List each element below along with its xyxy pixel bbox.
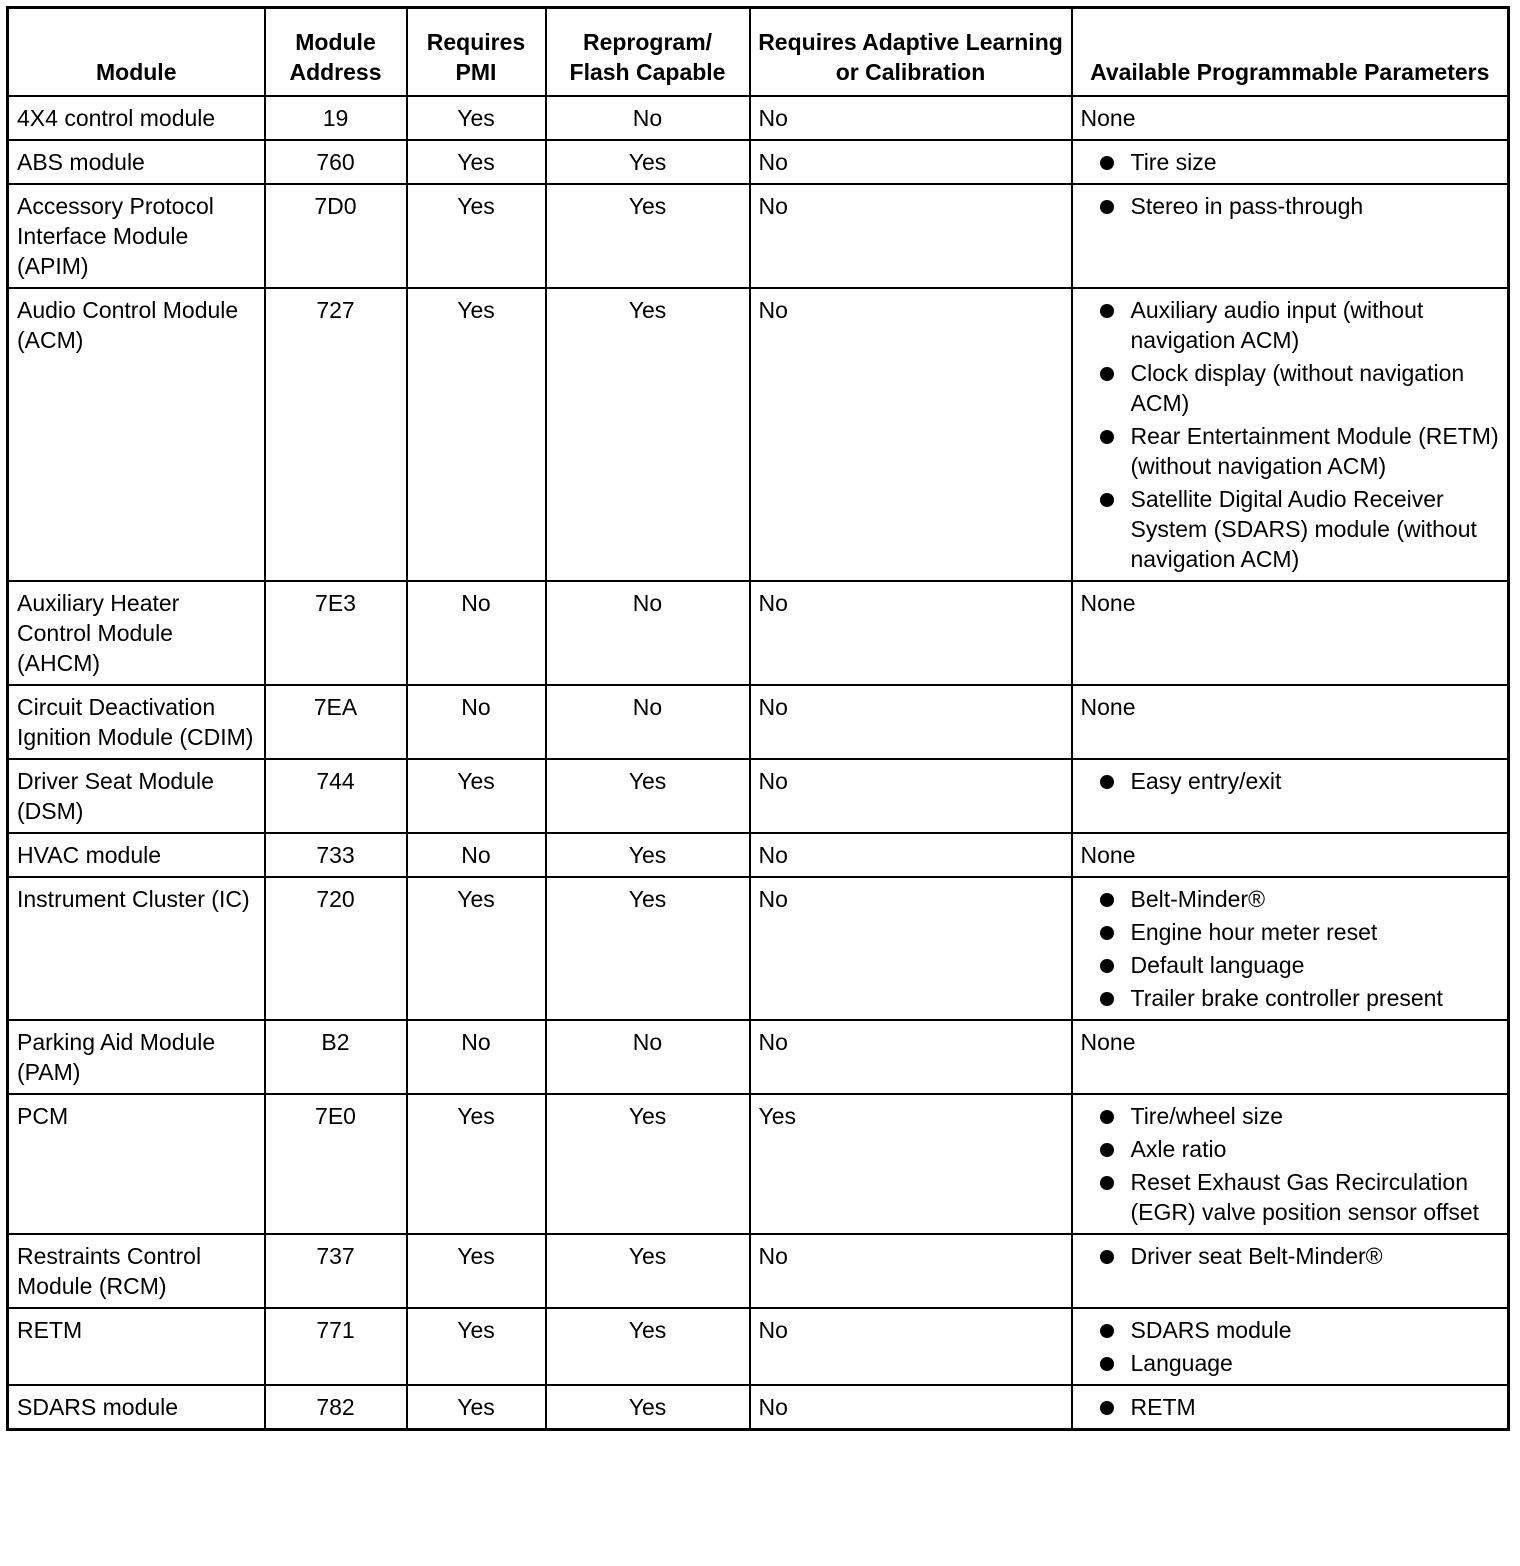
requires-pmi-cell: Yes [407, 1234, 546, 1308]
parameter-text: Default language [1130, 952, 1305, 978]
module-address-cell: 733 [265, 833, 407, 877]
parameters-cell [1072, 877, 1509, 1020]
bullet-icon [1100, 1401, 1114, 1415]
module-address-cell: 782 [265, 1385, 407, 1430]
table-row [8, 877, 1509, 1020]
parameter-text: RETM [1130, 1394, 1196, 1420]
bullet-icon [1100, 1250, 1114, 1264]
parameter-item [1081, 950, 1500, 980]
requires-pmi-cell: Yes [407, 1308, 546, 1385]
table-row [8, 1234, 1509, 1308]
requires-pmi-cell: No [407, 833, 546, 877]
flash-capable-cell: No [546, 1020, 750, 1094]
module-address-cell: 19 [265, 96, 407, 140]
parameter-text: Rear Entertainment Module (RETM) (without navigation ACM) [1130, 423, 1499, 479]
bullet-icon [1100, 1357, 1114, 1371]
requires-pmi-cell: Yes [407, 1094, 546, 1234]
parameters-cell [1072, 833, 1509, 877]
parameter-item [1081, 358, 1500, 418]
bullet-icon [1100, 992, 1114, 1006]
adaptive-learning-cell: No [750, 877, 1072, 1020]
module-cell: ABS module [8, 140, 265, 184]
parameters-none-text: None [1080, 1029, 1136, 1055]
parameter-item [1081, 147, 1500, 177]
parameter-text: Clock display (without navigation ACM) [1130, 360, 1465, 416]
bullet-icon [1100, 1143, 1114, 1157]
module-cell: PCM [8, 1094, 265, 1234]
parameter-text: Language [1130, 1350, 1233, 1376]
flash-capable-cell: Yes [546, 1308, 750, 1385]
module-cell: SDARS module [8, 1385, 265, 1430]
header-programmable-parameters: Available Programmable Parameters [1072, 8, 1509, 97]
parameters-cell [1072, 1385, 1509, 1430]
module-cell: Parking Aid Module (PAM) [8, 1020, 265, 1094]
adaptive-learning-cell: No [750, 685, 1072, 759]
module-address-cell: 737 [265, 1234, 407, 1308]
parameter-item [1081, 983, 1500, 1013]
adaptive-learning-cell: No [750, 833, 1072, 877]
parameters-none-text: None [1080, 694, 1136, 720]
table-row [8, 1094, 1509, 1234]
table-row [8, 1308, 1509, 1385]
parameter-item [1081, 1348, 1500, 1378]
flash-capable-cell: Yes [546, 833, 750, 877]
module-address-cell: 7EA [265, 685, 407, 759]
module-cell: Auxiliary Heater Control Module (AHCM) [8, 581, 265, 685]
parameter-text: Belt-Minder® [1130, 886, 1266, 912]
bullet-icon [1100, 959, 1114, 973]
parameter-list [1081, 1241, 1500, 1271]
flash-capable-cell: Yes [546, 1385, 750, 1430]
parameter-item [1081, 1315, 1500, 1345]
module-cell: Restraints Control Module (RCM) [8, 1234, 265, 1308]
module-cell: Accessory Protocol Interface Module (APIM) [8, 184, 265, 288]
requires-pmi-cell: Yes [407, 759, 546, 833]
adaptive-learning-cell: No [750, 140, 1072, 184]
adaptive-learning-cell: No [750, 1308, 1072, 1385]
bullet-icon [1100, 1324, 1114, 1338]
requires-pmi-cell: No [407, 581, 546, 685]
table-row [8, 581, 1509, 685]
parameter-list [1081, 884, 1500, 1013]
header-adaptive-learning: Requires Adaptive Learning or Calibration [750, 8, 1072, 97]
bullet-icon [1100, 156, 1114, 170]
parameters-cell [1072, 1308, 1509, 1385]
parameter-list [1081, 295, 1500, 574]
parameter-list [1081, 1315, 1500, 1378]
parameter-text: Easy entry/exit [1130, 768, 1282, 794]
table-row [8, 288, 1509, 581]
header-module-address: Module Address [265, 8, 407, 97]
flash-capable-cell: Yes [546, 140, 750, 184]
parameter-text: Engine hour meter reset [1130, 919, 1378, 945]
adaptive-learning-cell: No [750, 96, 1072, 140]
requires-pmi-cell: Yes [407, 1385, 546, 1430]
module-cell: HVAC module [8, 833, 265, 877]
bullet-icon [1100, 304, 1114, 318]
parameters-cell [1072, 685, 1509, 759]
flash-capable-cell: No [546, 581, 750, 685]
parameter-text: SDARS module [1130, 1317, 1292, 1343]
parameter-text: Driver seat Belt-Minder® [1130, 1243, 1383, 1269]
bullet-icon [1100, 430, 1114, 444]
table-row [8, 685, 1509, 759]
requires-pmi-cell: Yes [407, 140, 546, 184]
adaptive-learning-cell: Yes [750, 1094, 1072, 1234]
parameter-list [1081, 191, 1500, 221]
flash-capable-cell: No [546, 96, 750, 140]
parameters-cell [1072, 140, 1509, 184]
flash-capable-cell: Yes [546, 1094, 750, 1234]
adaptive-learning-cell: No [750, 1385, 1072, 1430]
parameter-item [1081, 766, 1500, 796]
bullet-icon [1100, 367, 1114, 381]
parameter-text: Auxiliary audio input (without navigation ACM) [1130, 297, 1424, 353]
module-address-cell: 7D0 [265, 184, 407, 288]
flash-capable-cell: Yes [546, 759, 750, 833]
adaptive-learning-cell: No [750, 1020, 1072, 1094]
requires-pmi-cell: Yes [407, 96, 546, 140]
parameter-item [1081, 295, 1500, 355]
bullet-icon [1100, 493, 1114, 507]
module-address-cell: 760 [265, 140, 407, 184]
parameter-item [1081, 917, 1500, 947]
parameters-none-text: None [1080, 105, 1136, 131]
parameters-cell [1072, 581, 1509, 685]
requires-pmi-cell: Yes [407, 288, 546, 581]
table-row [8, 140, 1509, 184]
parameter-item [1081, 1241, 1500, 1271]
bullet-icon [1100, 926, 1114, 940]
parameters-cell [1072, 1020, 1509, 1094]
flash-capable-cell: No [546, 685, 750, 759]
requires-pmi-cell: Yes [407, 877, 546, 1020]
header-module: Module [8, 8, 265, 97]
module-address-cell: B2 [265, 1020, 407, 1094]
parameter-list [1081, 1392, 1500, 1422]
bullet-icon [1100, 1176, 1114, 1190]
module-address-cell: 771 [265, 1308, 407, 1385]
requires-pmi-cell: Yes [407, 184, 546, 288]
parameter-text: Reset Exhaust Gas Recirculation (EGR) valve position sensor offset [1130, 1169, 1480, 1225]
parameters-cell [1072, 184, 1509, 288]
module-cell: Circuit Deactivation Ignition Module (CDIM) [8, 685, 265, 759]
table-row [8, 96, 1509, 140]
bullet-icon [1100, 1110, 1114, 1124]
requires-pmi-cell: No [407, 685, 546, 759]
parameter-list [1081, 1101, 1500, 1227]
parameter-text: Tire/wheel size [1130, 1103, 1284, 1129]
parameters-none-text: None [1080, 842, 1136, 868]
parameters-cell [1072, 1094, 1509, 1234]
module-address-cell: 720 [265, 877, 407, 1020]
module-address-cell: 744 [265, 759, 407, 833]
parameter-text: Tire size [1130, 149, 1217, 175]
table-body [8, 96, 1509, 1430]
parameter-item [1081, 484, 1500, 574]
adaptive-learning-cell: No [750, 581, 1072, 685]
parameters-cell [1072, 1234, 1509, 1308]
flash-capable-cell: Yes [546, 1234, 750, 1308]
adaptive-learning-cell: No [750, 759, 1072, 833]
module-address-cell: 727 [265, 288, 407, 581]
parameter-item [1081, 421, 1500, 481]
parameter-text: Stereo in pass-through [1130, 193, 1364, 219]
bullet-icon [1100, 893, 1114, 907]
module-cell: Driver Seat Module (DSM) [8, 759, 265, 833]
module-cell: 4X4 control module [8, 96, 265, 140]
parameter-list [1081, 766, 1500, 796]
table-row [8, 759, 1509, 833]
parameters-none-text: None [1080, 590, 1136, 616]
parameter-item [1081, 1134, 1500, 1164]
parameter-list [1081, 147, 1500, 177]
table-row [8, 833, 1509, 877]
parameters-cell [1072, 759, 1509, 833]
parameter-text: Satellite Digital Audio Receiver System (SDARS) module (without navigation ACM) [1130, 486, 1477, 572]
parameter-item [1081, 1167, 1500, 1227]
table-row [8, 184, 1509, 288]
flash-capable-cell: Yes [546, 288, 750, 581]
adaptive-learning-cell: No [750, 184, 1072, 288]
table-header [8, 8, 1509, 97]
bullet-icon [1100, 200, 1114, 214]
parameters-cell [1072, 288, 1509, 581]
flash-capable-cell: Yes [546, 184, 750, 288]
parameter-item [1081, 1101, 1500, 1131]
module-cell: RETM [8, 1308, 265, 1385]
module-address-cell: 7E0 [265, 1094, 407, 1234]
flash-capable-cell: Yes [546, 877, 750, 1020]
module-table [6, 6, 1510, 1431]
header-reprogram-flash: Reprogram/ Flash Capable [546, 8, 750, 97]
parameter-item [1081, 1392, 1500, 1422]
header-row [8, 8, 1509, 97]
module-cell: Instrument Cluster (IC) [8, 877, 265, 1020]
module-address-cell: 7E3 [265, 581, 407, 685]
parameter-text: Axle ratio [1130, 1136, 1227, 1162]
adaptive-learning-cell: No [750, 1234, 1072, 1308]
bullet-icon [1100, 775, 1114, 789]
header-requires-pmi: Requires PMI [407, 8, 546, 97]
module-cell: Audio Control Module (ACM) [8, 288, 265, 581]
parameter-item [1081, 191, 1500, 221]
parameter-item [1081, 884, 1500, 914]
parameter-text: Trailer brake controller present [1130, 985, 1443, 1011]
table-row [8, 1020, 1509, 1094]
adaptive-learning-cell: No [750, 288, 1072, 581]
requires-pmi-cell: No [407, 1020, 546, 1094]
table-row [8, 1385, 1509, 1430]
parameters-cell [1072, 96, 1509, 140]
